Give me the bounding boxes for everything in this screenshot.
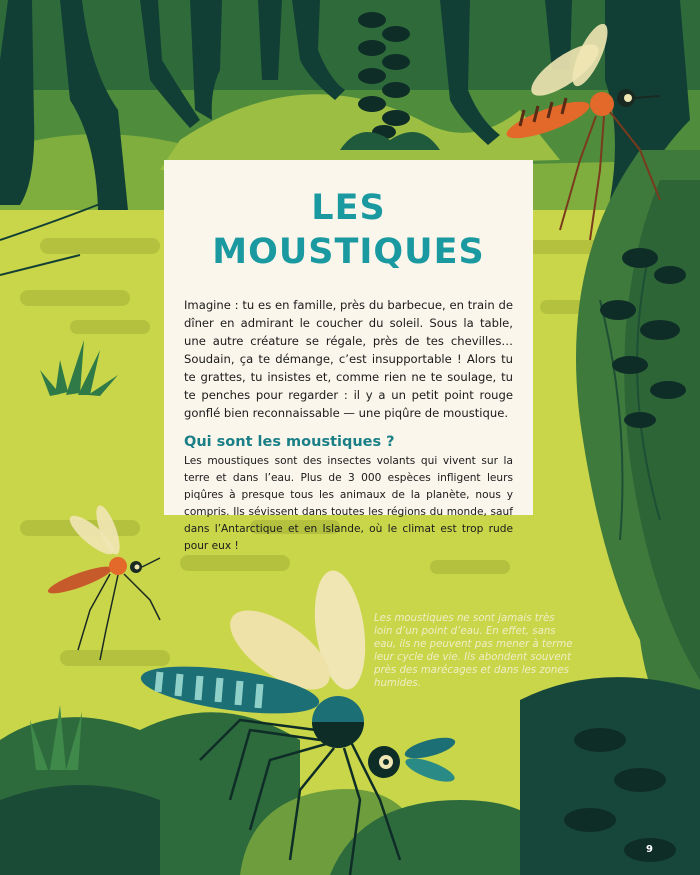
section-heading: Qui sont les moustiques ? [184,434,395,450]
intro-paragraph: Imagine : tu es en famille, près du barbecue, en train de dîner en admirant le coucher du soleil. Sous la table, une autre créature se régale, près de tes chevilles… Soudain, ça te démange, c’est insupportable ! Alors tu te grattes, tu insistes et, comme rien ne te soulage, tu te penches pour regarder : il y a un petit point rouge gonflé bien reconnaissable — une piqûre de moustique. [184,298,513,420]
article-card [164,160,533,552]
illustration-caption: Les moustiques ne sont jamais très loin d’un point d’eau. En effet, sans eau, ils ne peuvent pas mener à terme leur cycle de vie. Ils abondent souvent près des marécages et dans les zones humides. [374,613,573,689]
page-title: LES MOUSTIQUES [212,188,485,272]
page-number: 9 [646,844,653,855]
body-paragraph: Les moustiques sont des insectes volants qui vivent sur la terre et dans l’eau. Plus de 3 000 espèces infligent leurs piqûres à presque tous les animaux de la planète, nous y compris. Ils sévissent dans toutes les régions du monde, sauf dans l’Antarctique et en Islande, où le climat est trop rude pour eux ! [184,455,513,552]
